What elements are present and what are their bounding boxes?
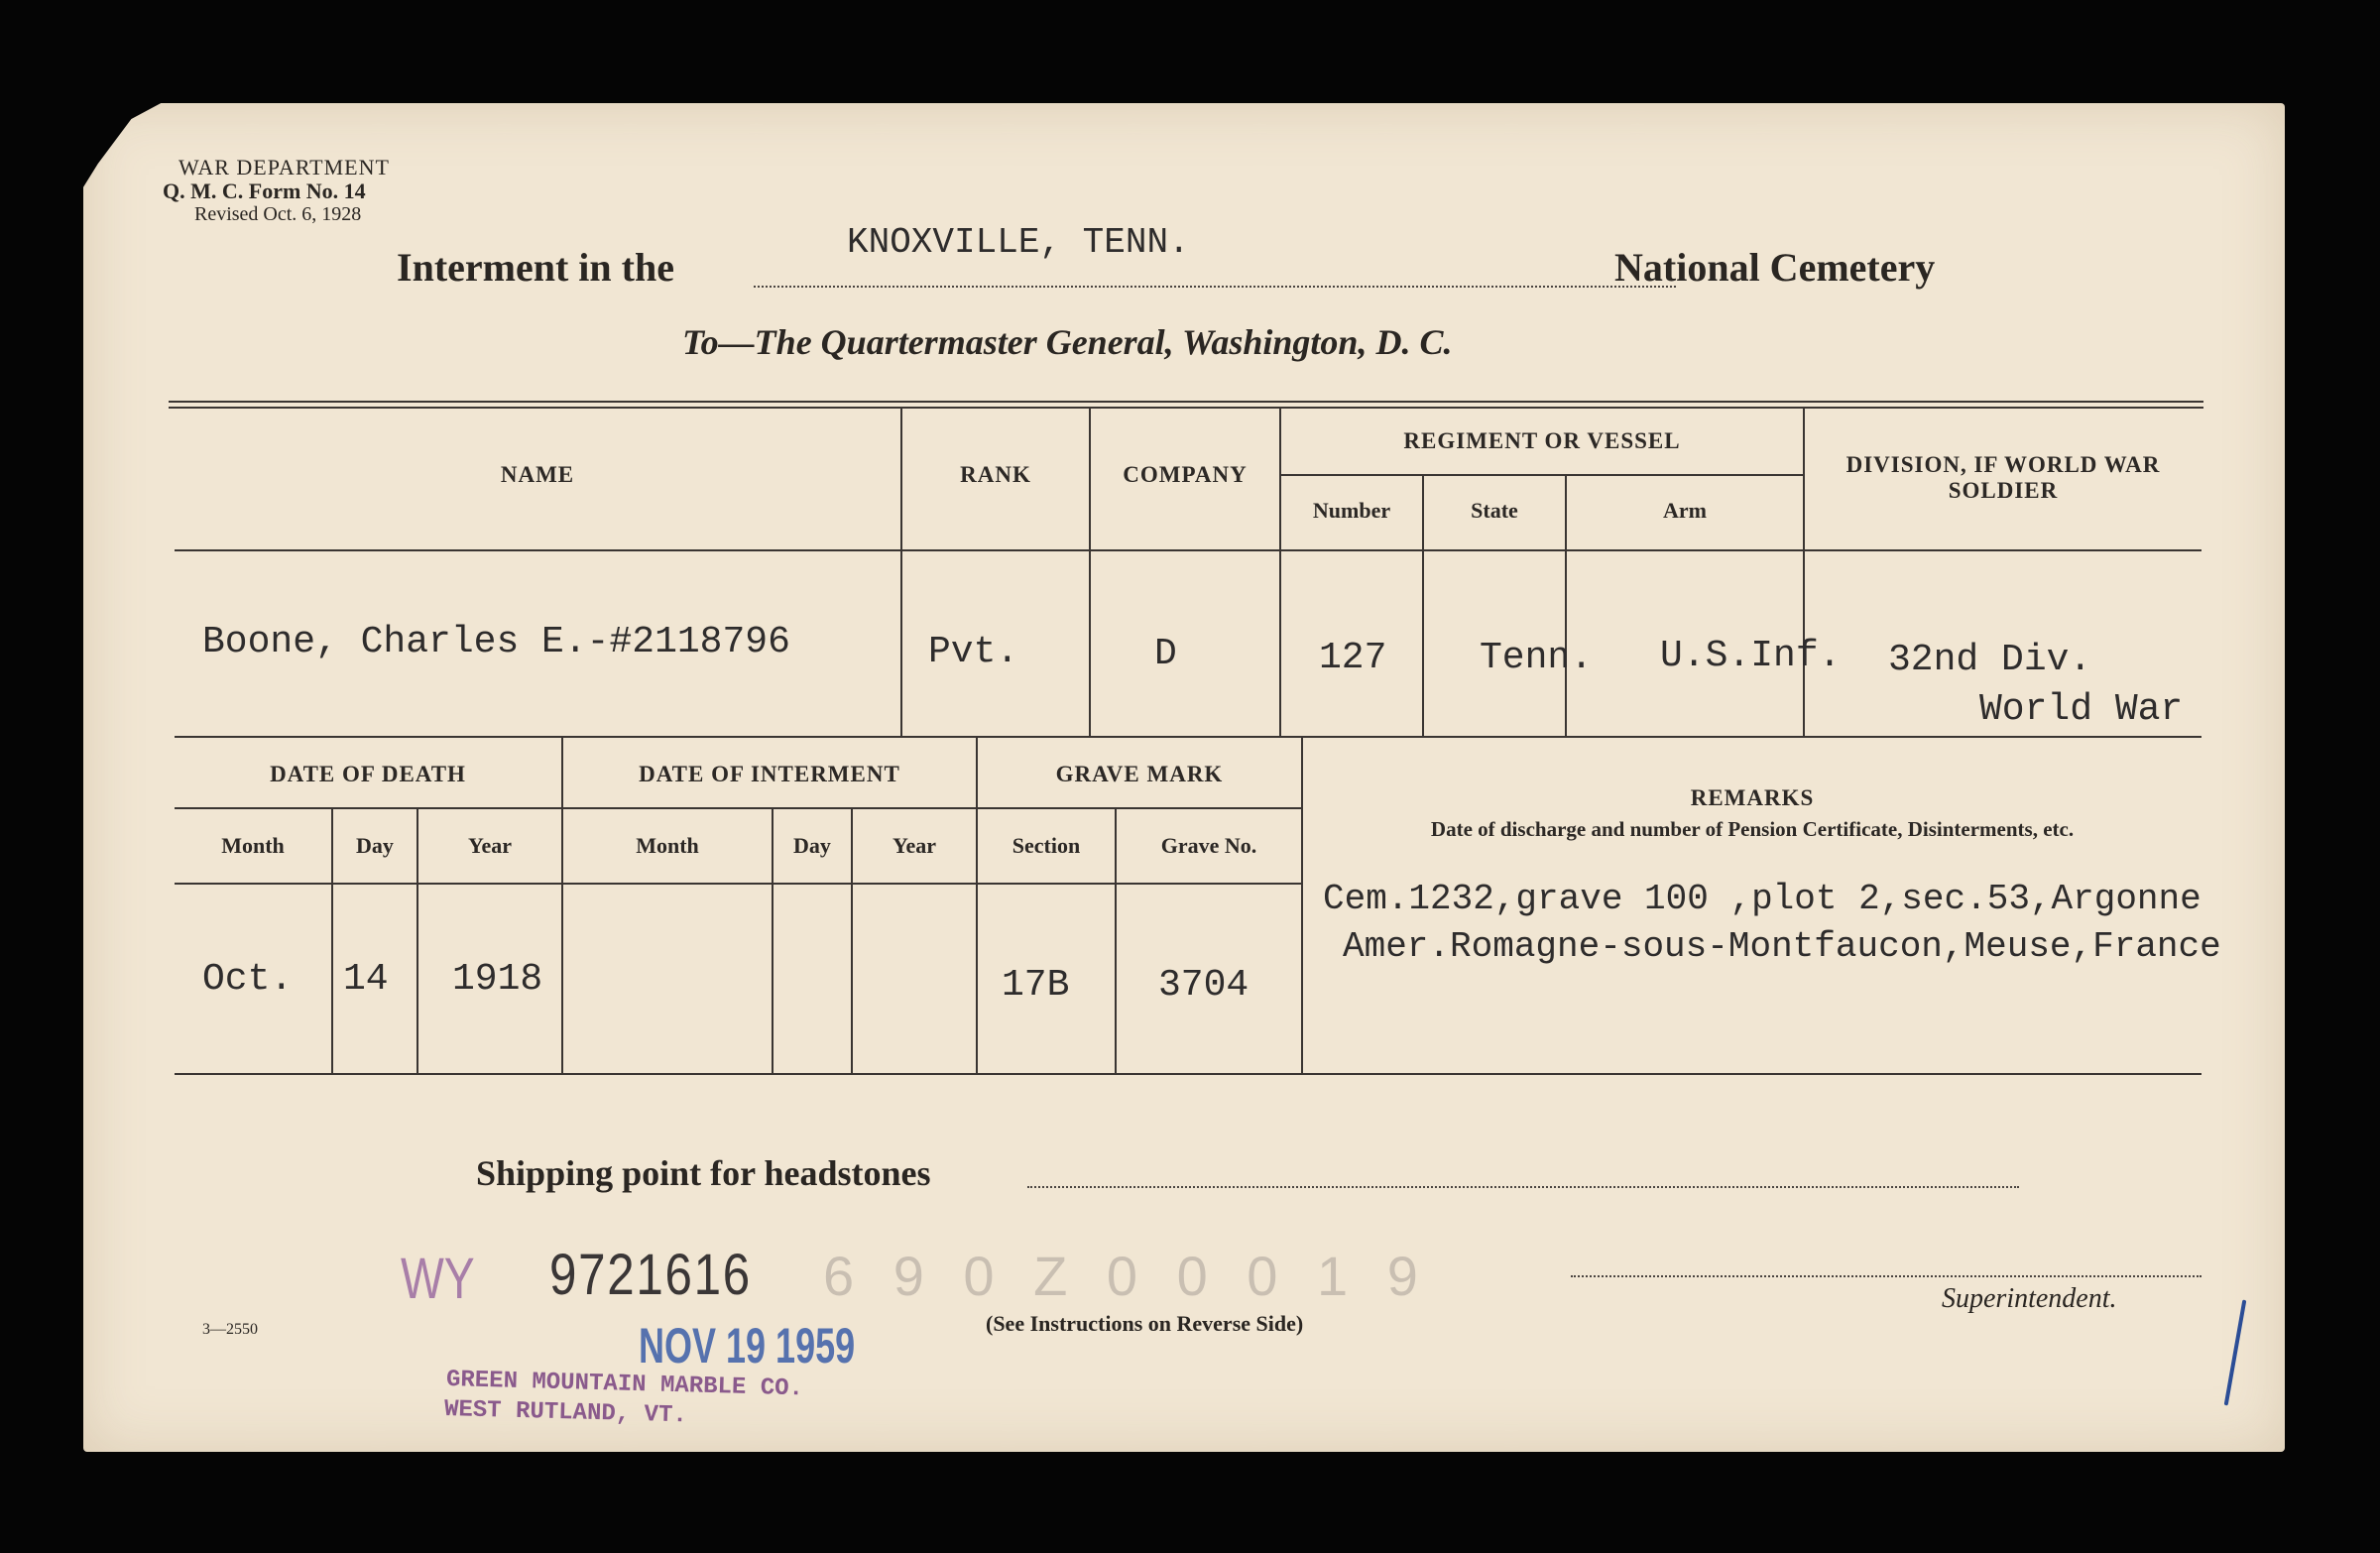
form-department: WAR DEPARTMENT: [178, 155, 390, 179]
header-rank: RANK: [960, 462, 1031, 487]
print-code: 3—2550: [202, 1321, 258, 1338]
cemetery-line: [754, 286, 1676, 288]
cell-name: Boone, Charles E.-#2118796: [202, 621, 790, 663]
shipping-line: [1027, 1186, 2019, 1188]
header-grave-no: Grave No.: [1160, 833, 1257, 858]
shipping-label: Shipping point for headstones: [476, 1153, 931, 1193]
upper-bottom-rule: [175, 736, 2202, 738]
form-revised: Revised Oct. 6, 1928: [194, 203, 362, 225]
torn-corner: [81, 101, 165, 190]
col-line: [976, 738, 978, 1073]
burial-card: [83, 103, 2285, 1452]
cell-division-2: World War: [1979, 688, 2184, 731]
top-rule-1: [169, 401, 2203, 403]
lower-header-rule: [175, 883, 1301, 885]
header-remarks-sub: Date of discharge and number of Pension Certificate, Disinterments, etc.: [1430, 817, 2075, 841]
header-division: DIVISION, IF WORLD WAR SOLDIER: [1845, 452, 2161, 503]
header-int-year: Year: [892, 833, 936, 858]
title-prefix: Interment in the: [397, 245, 674, 290]
lower-bottom-rule: [175, 1073, 2202, 1075]
col-line: [1089, 409, 1091, 736]
header-death-year: Year: [468, 833, 512, 858]
superintendent-line: [1571, 1275, 2202, 1277]
cell-company: D: [1154, 633, 1177, 675]
company-stamp-line1: GREEN MOUNTAIN MARBLE CO.: [445, 1367, 804, 1403]
cell-remarks-2: Amer.Romagne-sous-Montfaucon,Meuse,France: [1343, 926, 2221, 967]
cell-section: 17B: [1002, 964, 1070, 1007]
header-int-day: Day: [793, 833, 831, 858]
order-number: 9721616: [549, 1243, 752, 1307]
header-name: NAME: [500, 462, 575, 487]
header-regiment: REGIMENT OR VESSEL: [1403, 428, 1681, 453]
header-regiment-state: State: [1471, 498, 1518, 523]
instructions-note: (See Instructions on Reverse Side): [986, 1311, 1304, 1336]
cell-grave-no: 3704: [1158, 964, 1250, 1007]
superintendent-label: Superintendent.: [1942, 1283, 2117, 1314]
cell-regiment-arm: U.S.Inf.: [1660, 635, 1842, 677]
cell-regiment-number: 127: [1319, 637, 1387, 679]
form-number: Q. M. C. Form No. 14: [163, 179, 366, 203]
lower-subrule: [175, 807, 1301, 809]
header-date-of-death: DATE OF DEATH: [270, 762, 466, 786]
header-death-month: Month: [221, 833, 285, 858]
cell-remarks-1: Cem.1232,grave 100 ,plot 2,sec.53,Argonne: [1323, 879, 2202, 919]
cemetery-name: KNOXVILLE, TENN.: [847, 222, 1190, 263]
addressee: To—The Quartermaster General, Washington, D. C.: [682, 322, 1453, 362]
cell-death-year: 1918: [452, 958, 543, 1001]
header-regiment-arm: Arm: [1663, 498, 1707, 523]
upper-header-rule: [175, 549, 2202, 551]
header-company: COMPANY: [1123, 462, 1248, 487]
cell-death-day: 14: [343, 958, 389, 1001]
header-remarks: REMARKS: [1690, 785, 1815, 810]
top-rule-2: [169, 407, 2203, 409]
regiment-subrule: [1281, 474, 1803, 476]
col-line: [561, 738, 563, 1073]
header-section: Section: [1012, 833, 1081, 858]
perforated-number: 6 9 0 Z 0 0 0 1 9: [823, 1245, 1430, 1307]
company-stamp-line2: WEST RUTLAND, VT.: [443, 1396, 688, 1430]
header-death-day: Day: [356, 833, 394, 858]
cell-division-1: 32nd Div.: [1888, 639, 2092, 681]
date-stamp: NOV 19 1959: [639, 1318, 856, 1374]
pen-mark: [2224, 1299, 2247, 1405]
cell-regiment-state: Tenn.: [1480, 637, 1594, 679]
cell-death-month: Oct.: [202, 958, 294, 1001]
header-date-of-interment: DATE OF INTERMENT: [639, 762, 900, 786]
header-grave-mark: GRAVE MARK: [1055, 762, 1224, 786]
header-regiment-number: Number: [1312, 498, 1391, 523]
header-int-month: Month: [636, 833, 699, 858]
title-suffix: National Cemetery: [1614, 245, 1936, 290]
cell-rank: Pvt.: [928, 631, 1019, 673]
col-line: [1279, 409, 1281, 736]
col-line: [900, 409, 902, 736]
order-prefix: WY: [401, 1247, 475, 1311]
